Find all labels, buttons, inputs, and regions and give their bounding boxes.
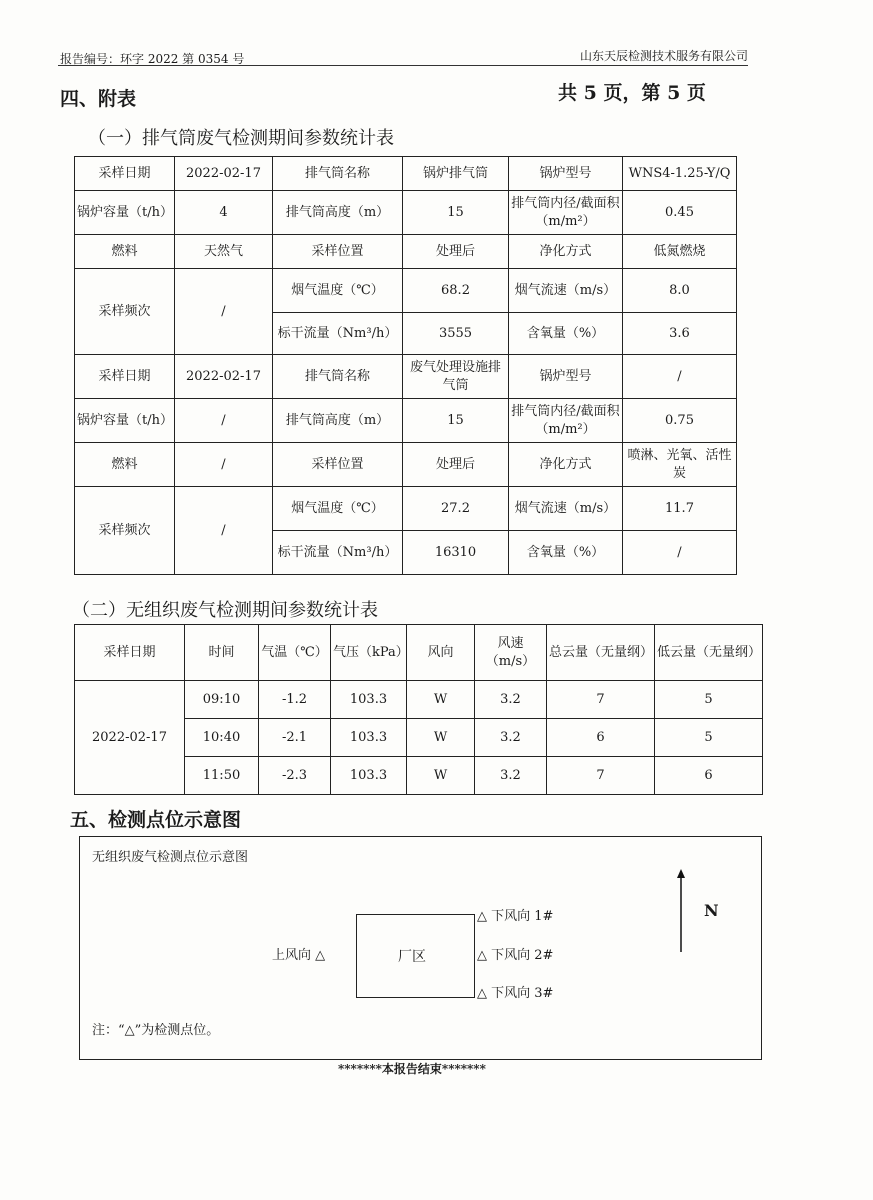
table1-cell: /: [623, 531, 737, 575]
north-arrow-icon: [672, 868, 690, 954]
table2-cell: 103.3: [331, 681, 407, 719]
table1-cell: 锅炉容量（t/h）: [75, 191, 175, 235]
table1-cell: 标干流量（Nm³/h）: [273, 531, 403, 575]
table1-cell: 采样日期: [75, 157, 175, 191]
table1-cell: 处理后: [403, 235, 509, 269]
table1-cell: 排气筒内径/截面积（m/m²）: [509, 399, 623, 443]
table1-cell: 废气处理设施排气筒: [403, 355, 509, 399]
table1-cell: 0.45: [623, 191, 737, 235]
table1-cell: 3.6: [623, 313, 737, 355]
table1-cell: /: [175, 269, 273, 355]
table1-cell: 16310: [403, 531, 509, 575]
table1-cell: 排气筒内径/截面积（m/m²）: [509, 191, 623, 235]
report-end: *******本报告结束*******: [338, 1062, 486, 1076]
table1-row: [75, 487, 737, 531]
table2-cell: 7: [547, 757, 655, 795]
table2-cell: W: [407, 681, 475, 719]
table1-row: [75, 191, 737, 235]
table2-cell: 6: [655, 757, 763, 795]
table1-cell: 烟气温度（℃）: [273, 269, 403, 313]
table1-cell: 净化方式: [509, 443, 623, 487]
north-label: N: [704, 901, 719, 920]
table2-cell: 09:10: [185, 681, 259, 719]
table2-header: 风速（m/s）: [475, 625, 547, 681]
table2-header: 总云量（无量纲）: [547, 625, 655, 681]
table2-cell: 3.2: [475, 681, 547, 719]
table1-cell: 采样频次: [75, 269, 175, 355]
table2-header: 气温（℃）: [259, 625, 331, 681]
fugitive-gas-table: [74, 624, 763, 795]
table1-cell: 采样频次: [75, 487, 175, 575]
table2-cell: 103.3: [331, 719, 407, 757]
table1-cell: 4: [175, 191, 273, 235]
table2-row: [75, 681, 763, 719]
table1-cell: 0.75: [623, 399, 737, 443]
table1-cell: 含氧量（%）: [509, 313, 623, 355]
report-number: 报告编号：环字 2022 第 0354 号: [60, 52, 245, 66]
table1-cell: /: [175, 487, 273, 575]
table1-cell: 锅炉型号: [509, 355, 623, 399]
page-number: 共 5 页，第 5 页: [558, 82, 706, 104]
table1-cell: 燃料: [75, 235, 175, 269]
table1-cell: 11.7: [623, 487, 737, 531]
table2-cell: 6: [547, 719, 655, 757]
table2-cell: -1.2: [259, 681, 331, 719]
table1-cell: 采样日期: [75, 355, 175, 399]
table2-cell: W: [407, 757, 475, 795]
stack-gas-table: [74, 156, 737, 575]
table2-header: 风向: [407, 625, 475, 681]
table2-cell: -2.3: [259, 757, 331, 795]
downwind-point-1: △ 下风向 1#: [477, 909, 554, 924]
table1-cell: WNS4-1.25-Y/Q: [623, 157, 737, 191]
table2-cell: 7: [547, 681, 655, 719]
upwind-point: 上风向 △: [272, 948, 326, 963]
table1-cell: 27.2: [403, 487, 509, 531]
table1-cell: 低氮燃烧: [623, 235, 737, 269]
table2-cell: -2.1: [259, 719, 331, 757]
table2-header: 低云量（无量纲）: [655, 625, 763, 681]
section-4-title: 四、附表: [60, 88, 137, 110]
header-divider: [58, 65, 748, 66]
table1-cell: 天然气: [175, 235, 273, 269]
table1-title: （一）排气筒废气检测期间参数统计表: [88, 128, 394, 149]
table1-cell: 排气筒名称: [273, 355, 403, 399]
table1-cell: 燃料: [75, 443, 175, 487]
table1-cell: 2022-02-17: [175, 157, 273, 191]
table1-cell: 采样位置: [273, 235, 403, 269]
table1-cell: 3555: [403, 313, 509, 355]
factory-label: 厂区: [398, 949, 426, 965]
table1-row: [75, 157, 737, 191]
table1-cell: /: [175, 399, 273, 443]
table1-cell: 15: [403, 399, 509, 443]
table1-cell: /: [623, 355, 737, 399]
table1-cell: 采样位置: [273, 443, 403, 487]
table2-title: （二）无组织废气检测期间参数统计表: [72, 600, 378, 621]
table1-row: [75, 399, 737, 443]
table1-cell: 排气筒高度（m）: [273, 399, 403, 443]
table2-date: 2022-02-17: [75, 681, 185, 795]
table1-row: [75, 355, 737, 399]
table1-cell: 8.0: [623, 269, 737, 313]
table1-cell: 含氧量（%）: [509, 531, 623, 575]
table1-cell: 喷淋、光氧、活性炭: [623, 443, 737, 487]
table2-header: 采样日期: [75, 625, 185, 681]
table1-cell: 烟气温度（℃）: [273, 487, 403, 531]
table1-cell: 15: [403, 191, 509, 235]
table1-row: [75, 269, 737, 313]
table1-cell: 68.2: [403, 269, 509, 313]
table1-cell: 排气筒高度（m）: [273, 191, 403, 235]
table1-cell: 标干流量（Nm³/h）: [273, 313, 403, 355]
table1-cell: /: [175, 443, 273, 487]
table1-cell: 2022-02-17: [175, 355, 273, 399]
table2-cell: 3.2: [475, 757, 547, 795]
table1-cell: 烟气流速（m/s）: [509, 487, 623, 531]
table2-cell: W: [407, 719, 475, 757]
table2-header: 气压（kPa）: [331, 625, 407, 681]
company-name: 山东天辰检测技术服务有限公司: [579, 49, 748, 63]
diagram-note: 注：“△”为检测点位。: [92, 1023, 220, 1038]
table2-cell: 10:40: [185, 719, 259, 757]
downwind-point-2: △ 下风向 2#: [477, 948, 554, 963]
table2-cell: 5: [655, 681, 763, 719]
downwind-point-3: △ 下风向 3#: [477, 986, 554, 1001]
table1-cell: 烟气流速（m/s）: [509, 269, 623, 313]
table2-cell: 5: [655, 719, 763, 757]
table1-cell: 锅炉容量（t/h）: [75, 399, 175, 443]
table1-cell: 排气筒名称: [273, 157, 403, 191]
table2-header: 时间: [185, 625, 259, 681]
table1-cell: 净化方式: [509, 235, 623, 269]
table1-row: [75, 235, 737, 269]
table2-cell: 103.3: [331, 757, 407, 795]
table1-cell: 锅炉型号: [509, 157, 623, 191]
diagram-title: 无组织废气检测点位示意图: [92, 850, 249, 865]
table2-cell: 3.2: [475, 719, 547, 757]
table1-cell: 锅炉排气筒: [403, 157, 509, 191]
table1-cell: 处理后: [403, 443, 509, 487]
section-5-title: 五、检测点位示意图: [70, 809, 242, 831]
table1-row: [75, 443, 737, 487]
table2-cell: 11:50: [185, 757, 259, 795]
